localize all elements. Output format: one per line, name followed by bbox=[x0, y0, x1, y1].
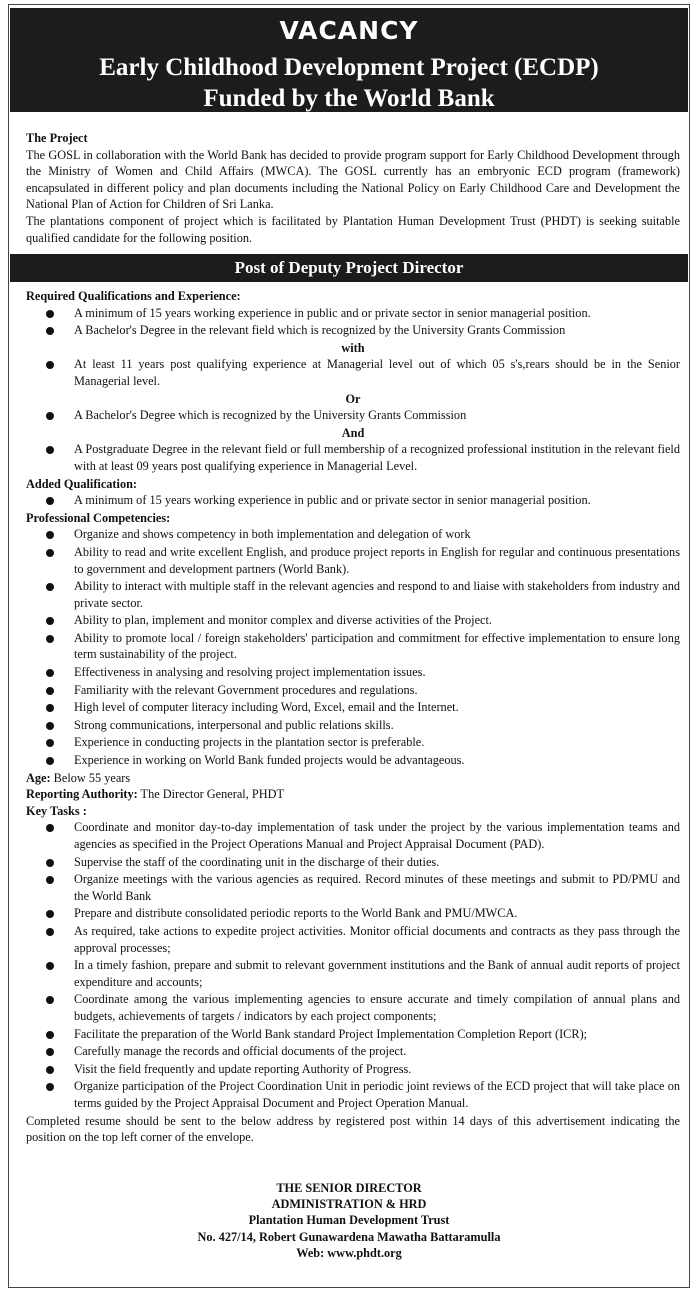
list-item: Organize and shows competency in both implementation and delegation of work bbox=[26, 526, 680, 543]
address-line: No. 427/14, Robert Gunawardena Mawatha Battaramulla bbox=[197, 1229, 501, 1244]
competencies-list bbox=[26, 526, 680, 768]
list-item: Familiarity with the relevant Government procedures and regulations. bbox=[26, 682, 680, 699]
tasks-heading: Key Tasks : bbox=[26, 803, 87, 818]
project-heading: The Project bbox=[26, 131, 88, 145]
tasks-list bbox=[26, 819, 680, 1111]
list-item: Ability to promote local / foreign stakeholders' participation and commitment for effective implementation to ensure long term sustainability of the project. bbox=[26, 630, 680, 663]
project-paragraph-1: The GOSL in collaboration with the World Bank has decided to provide program support for Early Childhood Development through the Ministry of Women and Child Affairs (MWCA). The GOSL currently has an embryonic ECD program (framework) encapsulated in different policy and plan documents including the National Policy on Early Childhood Care and Development the National Plan of Action for Children of Sri Lanka. bbox=[26, 147, 680, 212]
post-title: Post of Deputy Project Director bbox=[10, 254, 688, 282]
age-line bbox=[26, 770, 680, 787]
list-item: At least 11 years post qualifying experience at Managerial level out of which 05 s's,rears should be in the Senior Managerial level. bbox=[26, 356, 680, 389]
banner-title: VACANCY bbox=[279, 16, 419, 45]
address-line: THE SENIOR DIRECTOR bbox=[276, 1181, 422, 1195]
list-item: Experience in working on World Bank funded projects would be advantageous. bbox=[26, 752, 680, 769]
address-line: Plantation Human Development Trust bbox=[248, 1213, 450, 1228]
added-list bbox=[26, 492, 680, 509]
connector-and: And bbox=[341, 425, 365, 440]
connector-with: with bbox=[341, 340, 365, 355]
added-heading: Added Qualification: bbox=[26, 476, 138, 491]
list-item: Prepare and distribute consolidated periodic reports to the World Bank and PMU/MWCA. bbox=[26, 905, 680, 922]
project-paragraph-2: The plantations component of project which is facilitated by Plantation Human Development Trust (PHDT) is seeking suitable qualified candidate for the following position. bbox=[26, 213, 680, 245]
vacancy-banner bbox=[10, 8, 688, 112]
list-item: A Postgraduate Degree in the relevant field or full membership of a recognized professional institution in the relevant field with at least 09 years post qualifying experience in Managerial Level. bbox=[26, 441, 680, 474]
list-item: Experience in conducting projects in the plantation sector is preferable. bbox=[26, 734, 680, 751]
list-item: High level of computer literacy including Word, Excel, email and the Internet. bbox=[26, 699, 680, 716]
qualifications-heading: Required Qualifications and Experience: bbox=[26, 289, 241, 303]
list-item: Supervise the staff of the coordinating unit in the discharge of their duties. bbox=[26, 854, 680, 871]
list-item: In a timely fashion, prepare and submit to relevant government institutions and the Bank of annual audit reports of project expenditure and accounts; bbox=[26, 957, 680, 990]
contact-address bbox=[10, 1180, 688, 1261]
reporting-value: The Director General, PHDT bbox=[137, 787, 284, 802]
list-item: Ability to plan, implement and monitor complex and diverse activities of the Project. bbox=[26, 612, 680, 629]
list-item: A minimum of 15 years working experience in public and or private sector in senior managerial position. bbox=[26, 305, 680, 322]
age-value: Below 55 years bbox=[50, 770, 131, 785]
qualifications-list-2 bbox=[26, 356, 680, 389]
age-label: Age: bbox=[26, 770, 51, 785]
reporting-label: Reporting Authority: bbox=[26, 787, 138, 802]
project-section bbox=[26, 130, 680, 246]
qualifications-section bbox=[26, 288, 680, 1146]
list-item: Ability to read and write excellent English, and produce project reports in English for regular and continuous presentations to government and development partners (World Bank). bbox=[26, 544, 680, 577]
qualifications-list-4 bbox=[26, 441, 680, 474]
website-link[interactable]: Web: www.phdt.org bbox=[296, 1245, 402, 1260]
list-item: Strong communications, interpersonal and public relations skills. bbox=[26, 717, 680, 734]
reporting-line bbox=[26, 786, 680, 803]
list-item: A minimum of 15 years working experience in public and or private sector in senior managerial position. bbox=[26, 492, 680, 509]
list-item: Ability to interact with multiple staff in the relevant agencies and respond to and liaise with stakeholders from industry and private sector. bbox=[26, 578, 680, 611]
list-item: Coordinate among the various implementing agencies to ensure accurate and timely compilation of annual plans and budgets, achievements of targets / indicators by each project components; bbox=[26, 991, 680, 1024]
closing-instructions: Completed resume should be sent to the below address by registered post within 14 days of this advertisement indicating the position on the top left corner of the envelope. bbox=[26, 1113, 680, 1145]
banner-subtitle: Early Childhood Development Project (ECDP) bbox=[99, 54, 599, 81]
qualifications-list bbox=[26, 305, 680, 339]
list-item: Carefully manage the records and official documents of the project. bbox=[26, 1043, 680, 1060]
list-item: Organize meetings with the various agencies as required. Record minutes of these meetings and submit to PD/PMU and the World Bank bbox=[26, 871, 680, 904]
connector-or: Or bbox=[345, 391, 361, 406]
list-item: Organize participation of the Project Coordination Unit in periodic joint reviews of the ECD project that will take place on terms guided by the Project Appraisal Document and Project Operation Manual. bbox=[26, 1078, 680, 1111]
list-item: A Bachelor's Degree which is recognized by the University Grants Commission bbox=[26, 407, 680, 424]
list-item: Facilitate the preparation of the World Bank standard Project Implementation Completion Report (ICR); bbox=[26, 1026, 680, 1043]
list-item: A Bachelor's Degree in the relevant field which is recognized by the University Grants Commission bbox=[26, 322, 680, 339]
list-item: Coordinate and monitor day-to-day implementation of task under the project by the various implementation teams and agencies as specified in the Project Operations Manual and Project Appraisal Document (PAD). bbox=[26, 819, 680, 852]
list-item: As required, take actions to expedite project activities. Monitor official documents and contracts as they pass through the approval processes; bbox=[26, 923, 680, 956]
address-line: ADMINISTRATION & HRD bbox=[271, 1197, 427, 1212]
qualifications-list-3 bbox=[26, 407, 680, 424]
competencies-heading: Professional Competencies: bbox=[26, 510, 171, 525]
list-item: Effectiveness in analysing and resolving project implementation issues. bbox=[26, 664, 680, 681]
banner-funding: Funded by the World Bank bbox=[203, 85, 495, 112]
list-item: Visit the field frequently and update reporting Authority of Progress. bbox=[26, 1061, 680, 1078]
